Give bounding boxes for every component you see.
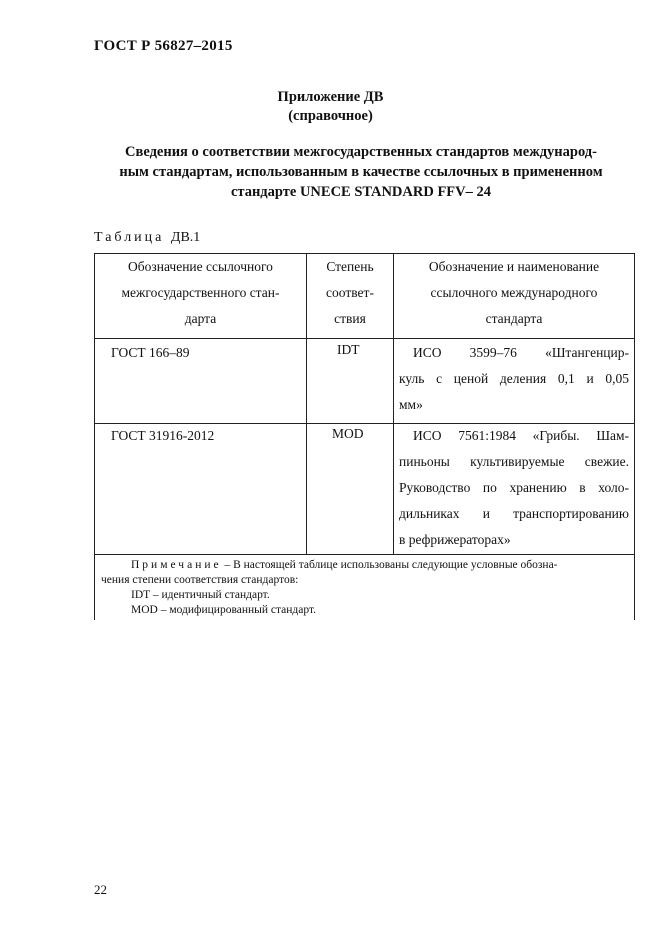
appendix-heading	[94, 142, 628, 202]
page-number: 22	[94, 882, 107, 897]
note-item-idt: IDT – идентичный стандарт.	[131, 589, 270, 601]
table-right-border	[634, 253, 635, 620]
table-row-1-degree: IDT	[337, 342, 360, 357]
table-caption-number: ДВ.1	[170, 230, 201, 245]
heading-line: стандарте UNECE STANDARD FFV– 24	[230, 184, 492, 200]
note-item-mod: MOD – модифицированный стандарт.	[131, 604, 317, 616]
table-left-border	[94, 253, 95, 620]
table-col-divider-2	[393, 253, 394, 554]
table-row-2-degree: MOD	[332, 426, 364, 441]
note-first-line: Примечание – В настоящей таблице использованы следующие условные обозна-	[131, 559, 558, 571]
table-header-bottom-border	[94, 338, 635, 339]
column-header-reference-standard: Обозначение ссылочного межгосударственного стан- дарта	[121, 259, 280, 326]
appendix-title: Приложение ДВ	[277, 89, 384, 105]
table-row-1-international: ИСО 3599–76 «Штангенцир- куль с ценой деления 0,1 и 0,05 мм»	[399, 345, 629, 412]
table-caption-word: Таблица	[94, 230, 165, 245]
table-note: Примечание – В настоящей таблице использованы следующие условные обозна- чения степени соответствия стандартов: IDT – идентичный стандарт. MOD – модифицированный стандарт.	[101, 558, 631, 618]
appendix-subtitle: (справочное)	[288, 108, 373, 124]
document-code: ГОСТ Р 56827–2015	[94, 38, 233, 54]
table-note-divider	[94, 554, 635, 555]
note-label: Примечание	[131, 559, 222, 571]
column-header-international-standard: Обозначение и наименование ссылочного международного стандарта	[428, 259, 600, 326]
table-caption	[94, 230, 200, 246]
table-row-2-standard: ГОСТ 31916-2012	[111, 428, 215, 443]
table-col-divider-1	[306, 253, 307, 554]
heading-line: Сведения о соответствии межгосударственных стандартов международ-	[125, 144, 597, 160]
table-row-1-standard: ГОСТ 166–89	[111, 345, 190, 360]
column-header-degree: Степень соответ- ствия	[326, 259, 374, 326]
heading-line: ным стандартам, использованным в качестве ссылочных в примененном	[119, 164, 603, 180]
table-row-2-international: ИСО 7561:1984 «Грибы. Шам- пиньоны культивируемые свежие. Руководство по хранению в холо- дильниках и транспортированию в рефрижераторах»	[399, 428, 629, 547]
